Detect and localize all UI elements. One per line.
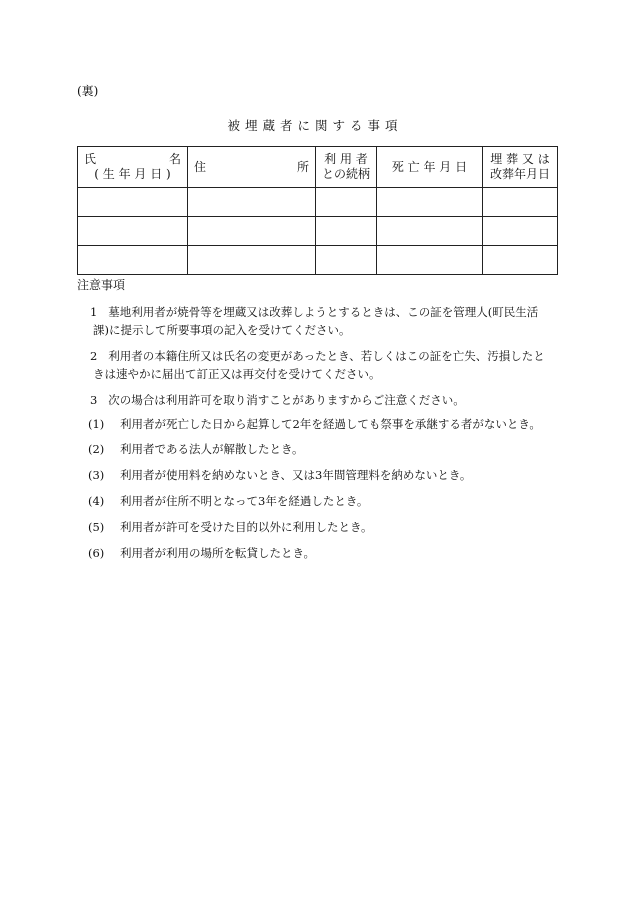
condition-text: 利用者が使用料を納めないとき、又は3年間管理料を納めないとき。 [120,468,472,482]
note-text-line1: 墓地利用者が焼骨等を埋蔵又は改葬しようとするときは、この証を管理人(町民生活 [108,305,539,319]
cell-death-date[interactable] [377,246,483,275]
header-name-left: 氏 [84,152,97,166]
revocation-condition-6 [88,544,315,562]
condition-number: (2) [88,442,105,456]
revocation-condition-1 [88,415,541,433]
header-name-birthdate [78,147,188,188]
revocation-condition-5 [88,518,373,536]
condition-text: 利用者である法人が解散したとき。 [120,442,304,456]
table-row [78,217,558,246]
cell-death-date[interactable] [377,188,483,217]
cell-death-date[interactable] [377,217,483,246]
header-relation-line1: 利 用 者 [324,152,368,166]
cell-name[interactable] [78,246,188,275]
note-item-2 [90,347,560,383]
cell-address[interactable] [188,246,316,275]
interred-persons-table [77,146,558,275]
condition-text: 利用者が利用の場所を転貸したとき。 [120,546,316,560]
table-row [78,246,558,275]
cell-burial-date[interactable] [483,217,558,246]
condition-text: 利用者が許可を受けた目的以外に利用したとき。 [120,520,373,534]
document-title: 被埋蔵者に関する事項 [227,118,403,133]
back-side-mark: (裏) [77,84,99,98]
cell-burial-date[interactable] [483,188,558,217]
cell-address[interactable] [188,188,316,217]
condition-text: 利用者が住所不明となって3年を経過したとき。 [120,494,369,508]
revocation-condition-2 [88,440,304,458]
note-number: 2 [90,349,98,363]
note-number: 3 [90,393,98,407]
cell-relation[interactable] [316,217,377,246]
revocation-condition-3 [88,466,471,484]
header-burial-line2: 改葬年月日 [489,167,550,181]
header-death-date-label: 死 亡 年 月 日 [391,159,468,174]
condition-number: (4) [88,494,105,508]
condition-number: (6) [88,546,105,560]
cell-name[interactable] [78,217,188,246]
header-burial-date [483,147,558,188]
header-relation [316,147,377,188]
cell-address[interactable] [188,217,316,246]
table-row [78,188,558,217]
note-item-1 [90,303,560,339]
revocation-condition-4 [88,492,368,510]
condition-text: 利用者が死亡した日から起算して2年を経過しても祭事を承継する者がないとき。 [120,417,541,431]
note-text-line1: 次の場合は利用許可を取り消すことがありますからご注意ください。 [108,393,465,407]
condition-number: (5) [88,520,105,534]
header-death-date [377,147,483,188]
cell-relation[interactable] [316,246,377,275]
cell-name[interactable] [78,188,188,217]
cell-burial-date[interactable] [483,246,558,275]
note-item-3 [90,391,560,409]
header-burial-line1: 埋 葬 又 は [490,152,550,166]
header-relation-line2: との続柄 [321,167,370,181]
condition-number: (3) [88,468,105,482]
header-address [188,147,316,188]
header-birthdate: ( 生 年 月 日 ) [94,167,171,181]
note-text-line2: 課)に提示して所要事項の記入を受けてください。 [93,323,351,337]
note-text-line2: きは速やかに届出て訂正又は再交付を受けてください。 [93,367,381,381]
notes-heading: 注意事項 [77,278,126,292]
header-name-right: 名 [168,152,181,166]
condition-number: (1) [88,417,105,431]
header-address-right: 所 [296,159,309,174]
cell-relation[interactable] [316,188,377,217]
table-header-row [78,147,558,188]
header-address-left: 住 [194,159,207,174]
note-number: 1 [90,305,98,319]
note-text-line1: 利用者の本籍住所又は氏名の変更があったとき、若しくはこの証を亡失、汚損したと [108,349,545,363]
